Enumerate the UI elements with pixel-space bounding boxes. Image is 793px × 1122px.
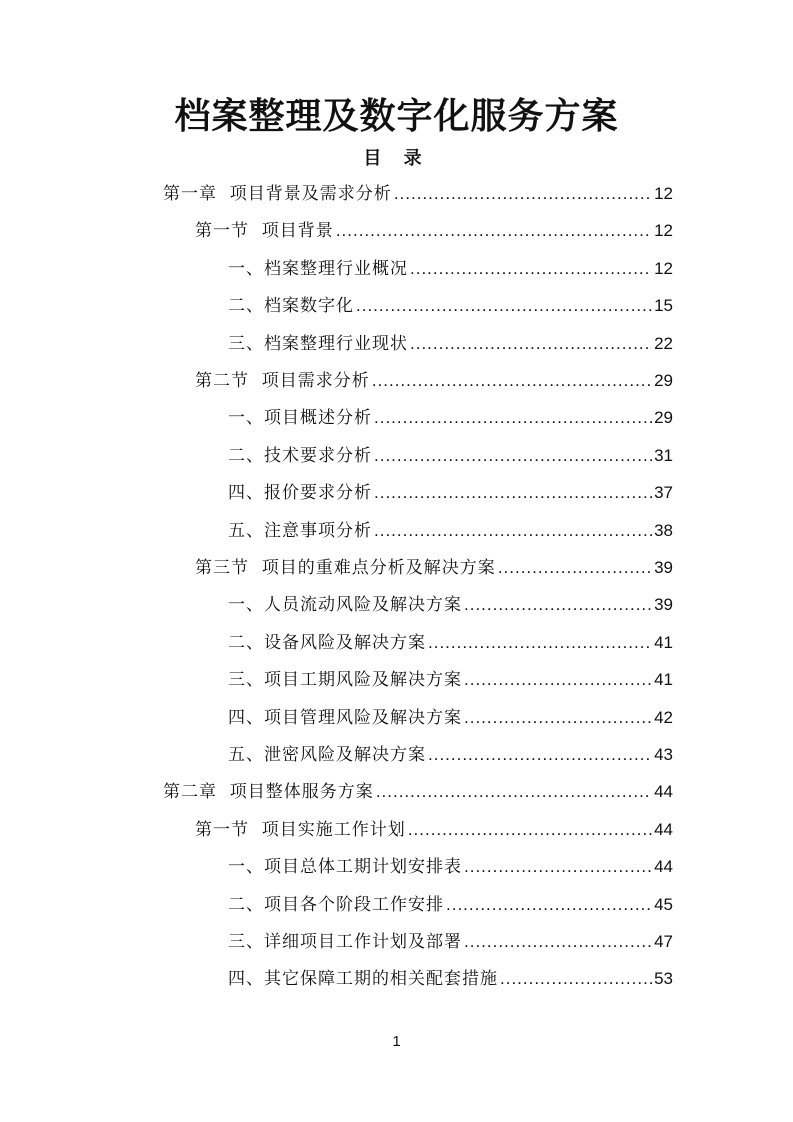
toc-entry[interactable] bbox=[228, 405, 673, 431]
toc-entry-page: 39 bbox=[654, 558, 673, 577]
toc-entry[interactable] bbox=[228, 742, 673, 768]
toc-entry-page: 38 bbox=[654, 520, 673, 540]
toc-entry-label: 一、人员流动风险及解决方案 bbox=[228, 595, 462, 616]
toc-entry-label: 四、报价要求分析 bbox=[228, 483, 372, 504]
toc-leader-dots bbox=[498, 555, 652, 581]
toc-entry-page: 44 bbox=[654, 819, 673, 839]
toc-entry[interactable] bbox=[228, 929, 673, 955]
toc-entry[interactable] bbox=[195, 817, 673, 843]
toc-entry-label: 二、设备风险及解决方案 bbox=[228, 632, 426, 653]
toc-entry[interactable] bbox=[228, 892, 673, 918]
toc-entry-label: 五、泄密风险及解决方案 bbox=[228, 745, 426, 765]
toc-entry-page: 29 bbox=[654, 371, 673, 390]
toc-leader-dots bbox=[374, 443, 652, 469]
toc-leader-dots bbox=[410, 256, 652, 282]
toc-entry-label: 三、档案整理行业现状 bbox=[228, 333, 408, 354]
toc-entry-page: 12 bbox=[654, 221, 673, 241]
toc-entry-label: 一、项目总体工期计划安排表 bbox=[228, 857, 462, 878]
toc-entry[interactable] bbox=[228, 443, 673, 469]
toc-leader-dots bbox=[394, 181, 652, 207]
toc-entry-label: 五、注意事项分析 bbox=[228, 520, 372, 541]
toc-entry-page: 42 bbox=[654, 707, 673, 727]
toc-entry-label: 三、项目工期风险及解决方案 bbox=[228, 670, 462, 691]
toc-leader-dots bbox=[464, 854, 652, 880]
toc-entry-page: 44 bbox=[654, 782, 673, 802]
toc-entry-label: 第二节 项目需求分析 bbox=[195, 371, 370, 391]
toc-entry-page: 47 bbox=[654, 932, 673, 951]
toc-entry[interactable] bbox=[228, 592, 673, 618]
toc-entry-page: 12 bbox=[654, 258, 673, 278]
toc-entry-label: 一、项目概述分析 bbox=[228, 408, 372, 429]
toc-entry-label: 二、技术要求分析 bbox=[228, 445, 372, 466]
toc-entry-label: 一、档案整理行业概况 bbox=[228, 258, 408, 279]
toc-leader-dots bbox=[428, 742, 652, 768]
toc-entry-label: 二、档案数字化 bbox=[228, 296, 354, 317]
toc-entry[interactable] bbox=[163, 181, 673, 207]
toc-entry[interactable] bbox=[195, 555, 673, 581]
toc-entry[interactable] bbox=[195, 368, 673, 394]
toc-leader-dots bbox=[428, 630, 652, 656]
toc-entry[interactable] bbox=[228, 518, 673, 544]
toc-leader-dots bbox=[500, 966, 652, 992]
toc-leader-dots bbox=[464, 592, 652, 618]
toc-leader-dots bbox=[410, 331, 652, 357]
toc-entry-label: 三、详细项目工作计划及部署 bbox=[228, 932, 462, 952]
toc-entry-page: 37 bbox=[654, 483, 673, 503]
toc-entry-label: 第三节 项目的重难点分析及解决方案 bbox=[195, 558, 496, 578]
toc-entry[interactable] bbox=[228, 256, 673, 282]
toc-entry[interactable] bbox=[228, 966, 673, 992]
toc-leader-dots bbox=[464, 705, 652, 731]
toc-entry-label: 四、其它保障工期的相关配套措施 bbox=[228, 969, 498, 990]
toc-leader-dots bbox=[446, 892, 652, 918]
toc-leader-dots bbox=[374, 518, 652, 544]
toc-entry[interactable] bbox=[228, 480, 673, 506]
toc-leader-dots bbox=[336, 218, 652, 244]
toc-leader-dots bbox=[372, 368, 652, 394]
toc-entry-page: 41 bbox=[654, 670, 673, 690]
toc-entry[interactable] bbox=[228, 331, 673, 357]
document-title: 档案整理及数字化服务方案 bbox=[174, 96, 619, 137]
toc-entry-label: 二、项目各个阶段工作安排 bbox=[228, 894, 444, 915]
toc-entry-label: 第一章 项目背景及需求分析 bbox=[163, 184, 392, 204]
toc-entry[interactable] bbox=[228, 667, 673, 693]
toc-entry-label: 第二章 项目整体服务方案 bbox=[163, 782, 374, 803]
toc-entry-label: 第一节 项目实施工作计划 bbox=[195, 819, 406, 840]
toc-entry-label: 四、项目管理风险及解决方案 bbox=[228, 707, 462, 728]
toc-entry-page: 29 bbox=[654, 408, 673, 428]
toc-leader-dots bbox=[464, 667, 652, 693]
toc-entry-page: 15 bbox=[654, 296, 673, 316]
page-number: 1 bbox=[392, 1033, 401, 1050]
toc-entry[interactable] bbox=[228, 854, 673, 880]
toc-leader-dots bbox=[408, 817, 652, 843]
toc-leader-dots bbox=[374, 405, 652, 431]
toc-entry-page: 22 bbox=[654, 333, 673, 353]
toc-entry[interactable] bbox=[163, 779, 673, 805]
toc-leader-dots bbox=[374, 480, 652, 506]
toc-leader-dots bbox=[356, 293, 652, 319]
toc-entry-page: 12 bbox=[654, 184, 673, 203]
toc-heading: 目 录 bbox=[363, 148, 430, 169]
toc-entry-page: 41 bbox=[654, 632, 673, 652]
toc-entry-page: 53 bbox=[654, 969, 673, 989]
toc-entry-page: 43 bbox=[654, 745, 673, 764]
toc-entry-page: 45 bbox=[654, 894, 673, 914]
toc-leader-dots bbox=[464, 929, 652, 955]
toc-entry-page: 44 bbox=[654, 857, 673, 877]
toc-leader-dots bbox=[376, 779, 652, 805]
toc-entry[interactable] bbox=[195, 218, 673, 244]
toc-entry-label: 第一节 项目背景 bbox=[195, 221, 334, 242]
toc-entry-page: 31 bbox=[654, 445, 673, 465]
toc-entry[interactable] bbox=[228, 293, 673, 319]
toc-entry-page: 39 bbox=[654, 595, 673, 615]
toc-entry[interactable] bbox=[228, 630, 673, 656]
toc-entry[interactable] bbox=[228, 705, 673, 731]
